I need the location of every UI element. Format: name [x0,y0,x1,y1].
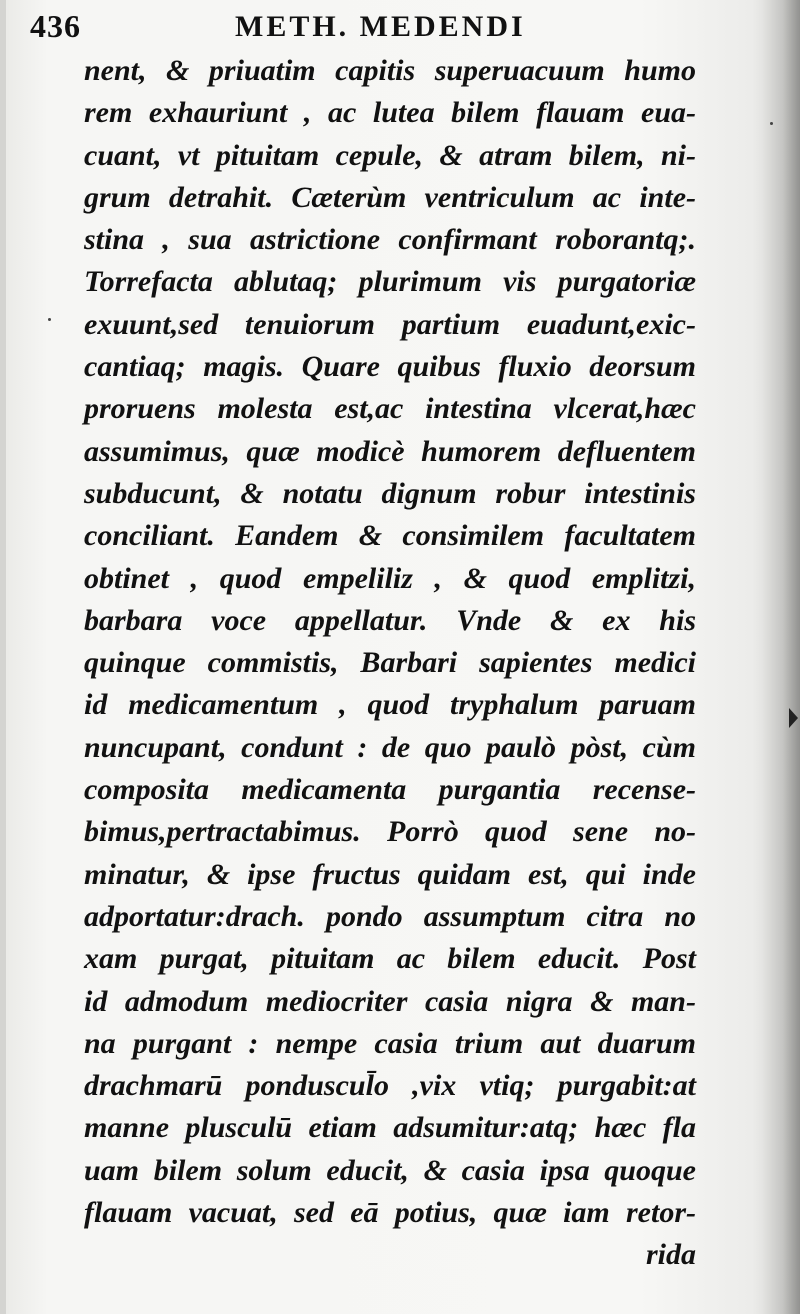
text-line: stina , sua astrictione confirmant roborantq;. [84,223,696,257]
page-header [30,8,730,48]
text-line: rem exhauriunt , ac lutea bilem flauam eua- [84,96,696,130]
text-line: conciliant. Eandem & consimilem facultatem [84,519,696,553]
text-line: id admodum mediocriter casia nigra & man- [84,984,696,1018]
text-line: nent, & priuatim capitis superuacuum humo [84,54,696,87]
text-line: uam bilem solum educit, & casia ipsa quoque [84,1153,696,1187]
page-left-edge [0,0,6,1314]
speck [770,122,773,125]
text-line: drachmarū ponduscul̄o ,vix vtiq; purgabit:at [84,1069,696,1103]
text-line: bimus,pertractabimus. Porrò quod sene no- [84,815,696,849]
page-edge-mark [789,708,798,728]
catchword: rida [645,1238,696,1272]
text-line: manne plusculū etiam adsumitur:atq; hæc fla [84,1111,696,1145]
text-line: barbara voce appellatur. Vnde & ex his [84,603,696,637]
text-line: nuncupant, condunt : de quo paulò pòst, cùm [84,730,696,764]
text-line: assumimus, quæ modicè humorem defluentem [84,434,696,468]
text-line: cuant, vt pituitam cepule, & atram bilem, ni- [84,138,696,172]
text-line: composita medicamenta purgantia recense- [84,773,696,807]
text-line: quinque commistis, Barbari sapientes medici [84,646,696,680]
text-line: proruens molesta est,ac intestina vlcerat,hæc [84,392,696,426]
text-line: xam purgat, pituitam ac bilem educit. Post [84,942,696,976]
text-line: exuunt,sed tenuiorum partium euadunt,exic- [84,307,696,341]
text-line: obtinet , quod empeliliz , & quod emplitzi, [84,561,696,595]
body-text [84,50,696,1277]
text-line: na purgant : nempe casia trium aut duarum [84,1026,696,1060]
text-line: flauam vacuat, sed eā potius, quæ iam retor- [84,1196,696,1230]
page-number: 436 [30,8,81,44]
text-line: grum detrahit. Cæterùm ventriculum ac inte- [84,180,696,214]
text-line: subducunt, & notatu dignum robur intestinis [84,476,696,510]
text-line: Torrefacta ablutaq; plurimum vis purgatoriæ [84,265,696,299]
text-line: cantiaq; magis. Quare quibus fluxio deorsum [84,350,696,384]
text-line: adportatur:drach. pondo assumptum citra no [84,899,696,933]
text-line: id medicamentum , quod tryphalum paruam [84,688,696,722]
speck [48,318,51,321]
running-head: METH. MEDENDI [235,10,526,43]
binding-shadow [762,0,800,1314]
text-line: minatur, & ipse fructus quidam est, qui inde [84,857,696,891]
